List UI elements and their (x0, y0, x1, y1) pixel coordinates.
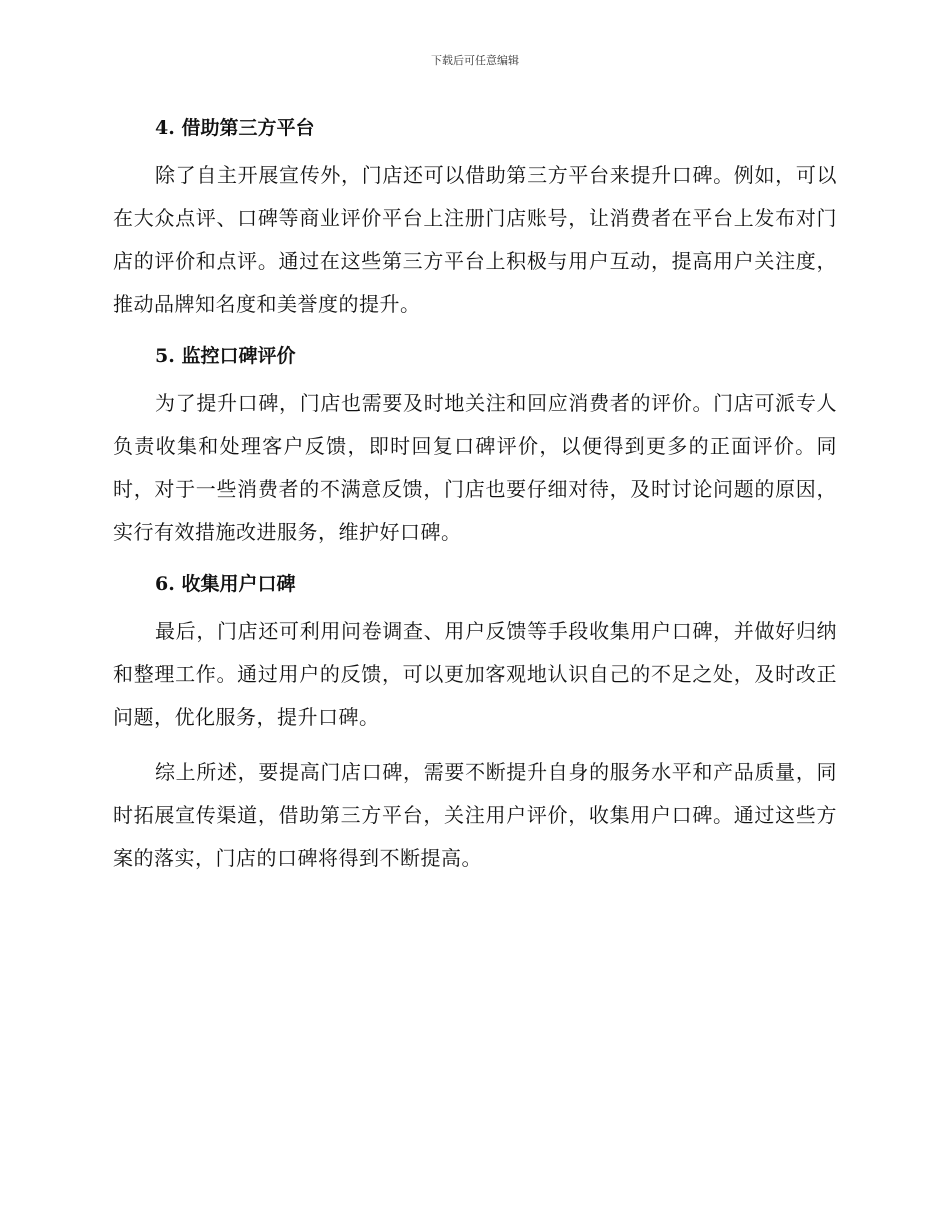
section-paragraph-5: 为了提升口碑，门店也需要及时地关注和回应消费者的评价。门店可派专人负责收集和处理客户反馈，即时回复口碑评价，以便得到更多的正面评价。同时，对于一些消费者的不满意反馈，门店也要仔细对待，及时讨论问题的原因，实行有效措施改进服务，维护好口碑。 (113, 391, 837, 544)
document-body (113, 110, 837, 880)
page-header: 下载后可任意编辑 (431, 54, 519, 67)
section-heading-6: 6. 收集用户口碑 (155, 573, 296, 595)
section-paragraph-4: 除了自主开展宣传外，门店还可以借助第三方平台来提升口碑。例如，可以在大众点评、口碑等商业评价平台上注册门店账号，让消费者在平台上发布对门店的评价和点评。通过在这些第三方平台上积极与用户互动，提高用户关注度，推动品牌知名度和美誉度的提升。 (113, 163, 837, 316)
section-heading-5: 5. 监控口碑评价 (155, 345, 296, 367)
section-paragraph-6: 最后，门店还可利用问卷调查、用户反馈等手段收集用户口碑，并做好归纳和整理工作。通过用户的反馈，可以更加客观地认识自己的不足之处，及时改正问题，优化服务，提升口碑。 (113, 619, 837, 729)
section-heading-4: 4. 借助第三方平台 (155, 117, 315, 139)
conclusion-paragraph: 综上所述，要提高门店口碑，需要不断提升自身的服务水平和产品质量，同时拓展宣传渠道，借助第三方平台，关注用户评价，收集用户口碑。通过这些方案的落实，门店的口碑将得到不断提高。 (113, 760, 837, 870)
